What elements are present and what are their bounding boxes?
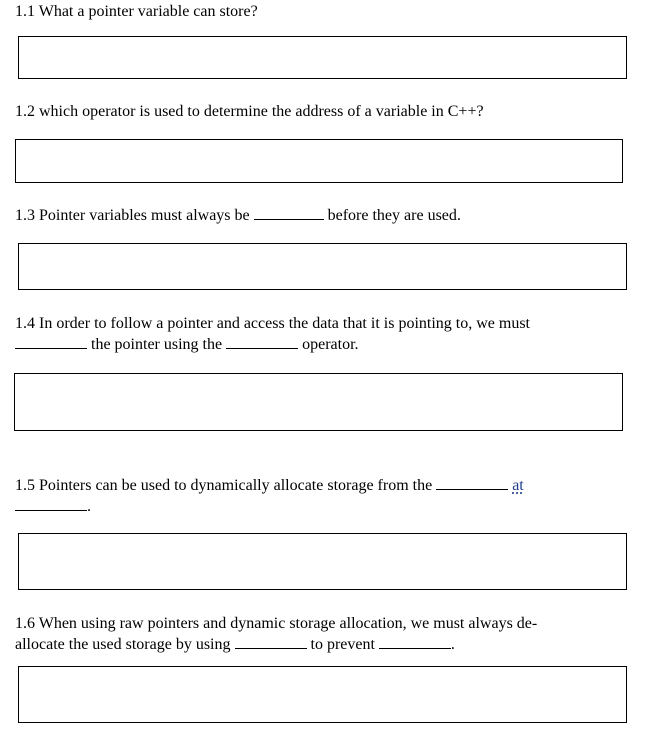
- blank-1-6-a: [235, 634, 307, 649]
- blank-1-5-b: [15, 496, 87, 511]
- question-1-4-line1: 1.4 In order to follow a pointer and access the data that it is pointing to, we must: [15, 315, 530, 332]
- question-1-6-line1: 1.6 When using raw pointers and dynamic storage allocation, we must always de-: [15, 615, 538, 632]
- question-1-3-text-end: before they are used.: [327, 207, 461, 224]
- question-1-4-text-end: operator.: [302, 336, 359, 353]
- question-1-4-text-middle: the pointer using the: [91, 336, 223, 353]
- answer-box-1-5[interactable]: [18, 533, 627, 590]
- question-1-6: [15, 613, 537, 634]
- question-1-6-text-middle: to prevent: [310, 636, 375, 653]
- answer-box-1-2[interactable]: [15, 139, 623, 183]
- question-1-5-text: 1.5 Pointers can be used to dynamically allocate storage from the: [15, 477, 433, 494]
- question-1-2: [15, 101, 484, 122]
- question-1-5-line2: [15, 496, 91, 517]
- answer-box-1-6[interactable]: [18, 666, 627, 723]
- blank-1-5-a: [436, 475, 508, 490]
- answer-box-1-4[interactable]: [14, 373, 623, 431]
- question-1-4-line2: [15, 334, 359, 355]
- blank-1-6-b: [379, 634, 451, 649]
- blank-1-4-b: [226, 334, 298, 349]
- question-1-5-period: .: [87, 498, 91, 515]
- question-1-3: [15, 205, 461, 226]
- question-1-6-line2: [15, 634, 455, 655]
- question-1-2-text: 1.2 which operator is used to determine the address of a variable in C++?: [15, 103, 484, 120]
- question-1-6-text-start: allocate the used storage by using: [15, 636, 231, 653]
- question-1-3-text-start: 1.3 Pointer variables must always be: [15, 207, 250, 224]
- question-1-6-period: .: [450, 636, 455, 653]
- answer-box-1-1[interactable]: [18, 36, 627, 79]
- question-1-4: [15, 313, 530, 334]
- blank-1-3: [254, 205, 324, 220]
- answer-box-1-3[interactable]: [18, 243, 627, 290]
- question-1-5-link-at[interactable]: at: [512, 477, 524, 494]
- question-1-1: [15, 1, 258, 22]
- question-1-5: [15, 475, 524, 496]
- blank-1-4-a: [15, 334, 87, 349]
- question-1-1-text: 1.1 What a pointer variable can store?: [15, 3, 258, 20]
